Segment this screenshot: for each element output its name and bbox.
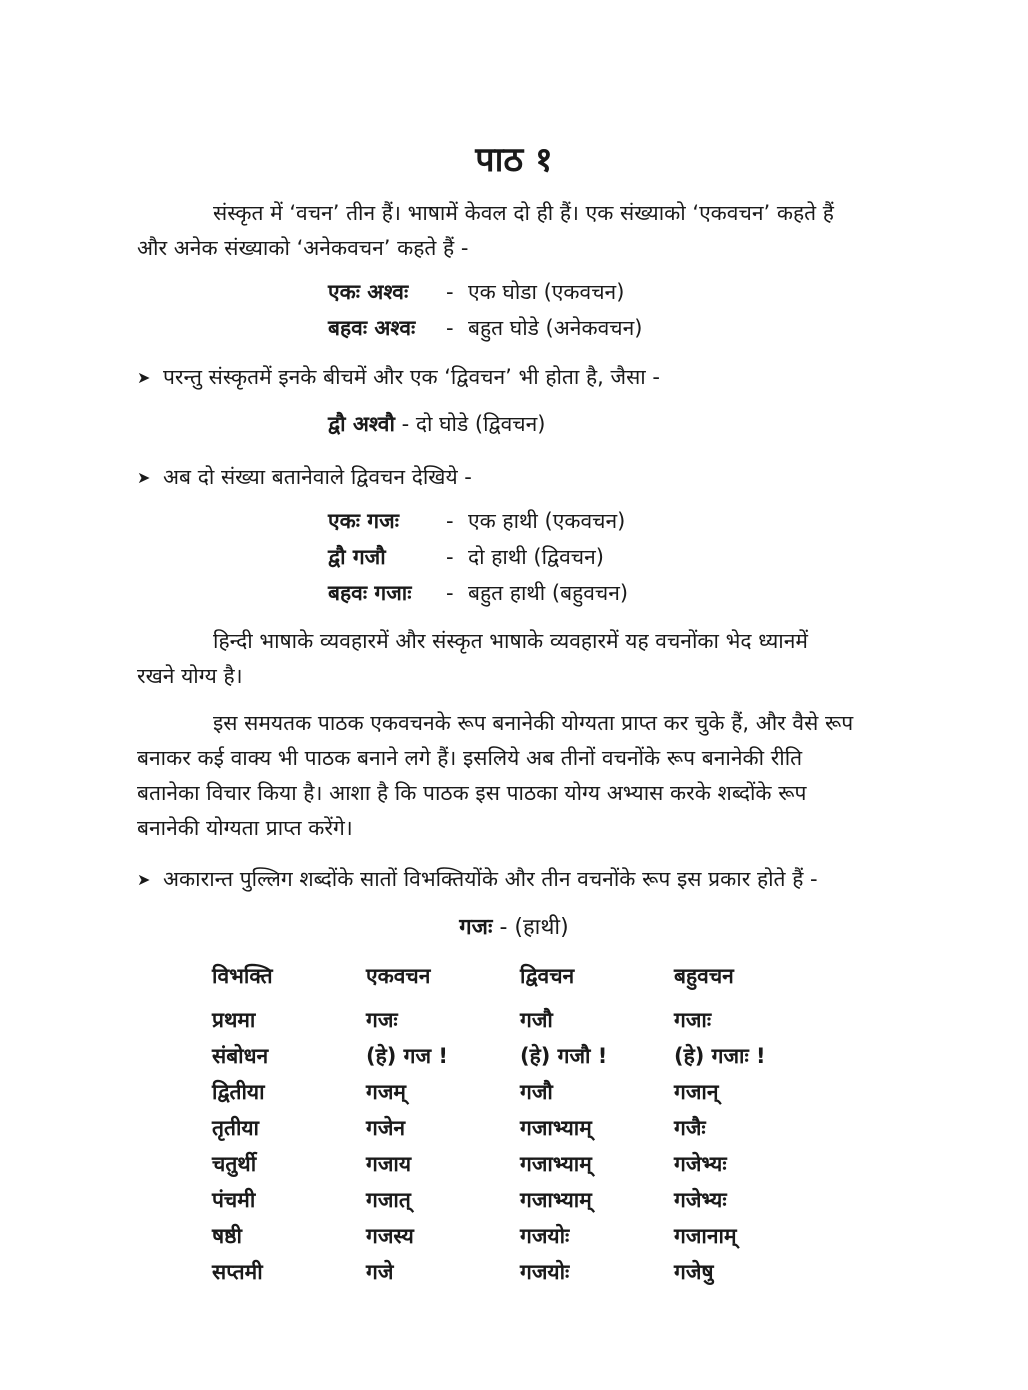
table-cell: (हे) गजाः ! xyxy=(674,1044,766,1068)
example-term: एकः गजः xyxy=(328,509,399,533)
para2-line-2: रखने योग्य है। xyxy=(137,664,243,688)
table-row xyxy=(212,1146,824,1182)
table-cell: गजात् xyxy=(366,1188,411,1212)
arrow-bullet-icon: ➤ xyxy=(137,368,151,387)
example-meaning: बहुत हाथी (बहुवचन) xyxy=(468,581,629,605)
table-cell: गजाभ्याम् xyxy=(520,1116,592,1140)
example-term: बहवः गजाः xyxy=(328,581,412,605)
table-cell: गजयोः xyxy=(520,1260,570,1284)
bullet-point xyxy=(137,360,660,395)
table-cell: गजाय xyxy=(366,1152,412,1176)
bullet-text: अब दो संख्या बतानेवाले द्विवचन देखिये - xyxy=(163,465,472,489)
bullet-point xyxy=(137,862,818,897)
example-meaning: बहुत घोडे (अनेकवचन) xyxy=(468,316,643,340)
header-cell: विभक्ति xyxy=(212,964,273,988)
example-row: एकः अश्वः - एक घोडा (एकवचन) xyxy=(328,274,624,310)
example-row: द्वौ गजौ - दो हाथी (द्विवचन) xyxy=(328,539,604,575)
table-cell: गजः xyxy=(366,1008,398,1032)
table-row xyxy=(212,1182,824,1218)
table-cell: (हे) गज ! xyxy=(366,1044,448,1068)
table-cell: गजेभ्यः xyxy=(674,1188,727,1212)
example-meaning: दो हाथी (द्विवचन) xyxy=(468,545,604,569)
table-cell: द्वितीया xyxy=(212,1080,265,1104)
example-term: एकः अश्वः xyxy=(328,280,409,304)
table-cell: गजौ xyxy=(520,1080,553,1104)
table-cell: सप्तमी xyxy=(212,1260,263,1284)
table-cell: गजाभ्याम् xyxy=(520,1188,592,1212)
table-row xyxy=(212,1254,824,1290)
table-header-row xyxy=(212,958,824,1002)
example-row: एकः गजः - एक हाथी (एकवचन) xyxy=(328,503,625,539)
table-cell: गजौ xyxy=(520,1008,553,1032)
header-cell: एकवचन xyxy=(366,964,431,988)
example-row: बहवः गजाः - बहुत हाथी (बहुवचन) xyxy=(328,575,628,611)
example-meaning: एक हाथी (एकवचन) xyxy=(468,509,626,533)
table-cell: संबोधन xyxy=(212,1044,269,1068)
example-meaning: एक घोडा (एकवचन) xyxy=(468,280,625,304)
table-title-meaning: - (हाथी) xyxy=(492,915,569,940)
table-cell: पंचमी xyxy=(212,1188,256,1212)
para3-line-4: बनानेकी योग्यता प्राप्त करेंगे। xyxy=(137,816,353,840)
table-cell: चतुर्थी xyxy=(212,1152,257,1176)
table-cell: गजाः xyxy=(674,1008,712,1032)
table-cell: गजेभ्यः xyxy=(674,1152,727,1176)
table-cell: गजे xyxy=(366,1260,394,1284)
example-dual xyxy=(328,406,545,442)
para2-line-1: हिन्दी भाषाके व्यवहारमें और संस्कृत भाषाके व्यवहारमें यह वचनोंका भेद ध्यानमें xyxy=(213,629,808,653)
header-cell: द्विवचन xyxy=(520,964,575,988)
table-cell: प्रथमा xyxy=(212,1008,256,1032)
table-cell: गजेन xyxy=(366,1116,406,1140)
bullet-text: परन्तु संस्कृतमें इनके बीचमें और एक ‘द्विवचन’ भी होता है, जैसा - xyxy=(163,365,660,389)
para3-line-3: बतानेका विचार किया है। आशा है कि पाठक इस पाठका योग्य अभ्यास करके शब्दोंके रूप xyxy=(137,781,807,805)
table-cell: षष्ठी xyxy=(212,1224,242,1248)
intro-line-2: और अनेक संख्याको ‘अनेकवचन’ कहते हैं - xyxy=(137,236,469,260)
table-row xyxy=(212,1110,824,1146)
example-row: बहवः अश्वः - बहुत घोडे (अनेकवचन) xyxy=(328,310,642,346)
table-title xyxy=(0,910,1028,946)
header-cell: बहुवचन xyxy=(674,964,734,988)
example-term: द्वौ गजौ xyxy=(328,545,386,569)
paragraph-2 xyxy=(137,624,933,694)
table-cell: गजस्य xyxy=(366,1224,414,1248)
table-cell: गजाभ्याम् xyxy=(520,1152,592,1176)
bullet-text: अकारान्त पुल्लिग शब्दोंके सातों विभक्तियोंके और तीन वचनोंके रूप इस प्रकार होते हैं - xyxy=(163,867,818,891)
paragraph-3 xyxy=(137,706,933,846)
para3-line-2: बनाकर कई वाक्य भी पाठक बनाने लगे हैं। इसलिये अब तीनों वचनोंके रूप बनानेकी रीति xyxy=(137,746,803,770)
para3-line-1: इस समयतक पाठक एकवचनके रूप बनानेकी योग्यता प्राप्त कर चुके हैं, और वैसे रूप xyxy=(213,711,854,735)
lesson-title: पाठ १ xyxy=(475,140,553,180)
declension-table xyxy=(212,958,824,1290)
table-cell: तृतीया xyxy=(212,1116,259,1140)
intro-paragraph xyxy=(137,196,933,266)
intro-line-1: संस्कृत में ‘वचन’ तीन हैं। भाषामें केवल दो ही हैं। एक संख्याको ‘एकवचन’ कहते हैं xyxy=(213,201,834,225)
table-row xyxy=(212,1038,824,1074)
bullet-point xyxy=(137,460,472,495)
table-row xyxy=(212,1218,824,1254)
table-cell: गजयोः xyxy=(520,1224,570,1248)
example-meaning: - दो घोडे (द्विवचन) xyxy=(401,412,546,436)
arrow-bullet-icon: ➤ xyxy=(137,870,151,889)
table-cell: गजान् xyxy=(674,1080,719,1104)
table-cell: गजेषु xyxy=(674,1260,714,1284)
table-cell: गजानाम् xyxy=(674,1224,737,1248)
table-row xyxy=(212,1074,824,1110)
table-row xyxy=(212,1002,824,1038)
example-term: द्वौ अश्वौ xyxy=(328,412,395,436)
example-term: बहवः अश्वः xyxy=(328,316,416,340)
arrow-bullet-icon: ➤ xyxy=(137,468,151,487)
table-title-word: गजः xyxy=(459,915,493,940)
table-cell: (हे) गजौ ! xyxy=(520,1044,608,1068)
table-cell: गजम् xyxy=(366,1080,406,1104)
table-cell: गजैः xyxy=(674,1116,706,1140)
